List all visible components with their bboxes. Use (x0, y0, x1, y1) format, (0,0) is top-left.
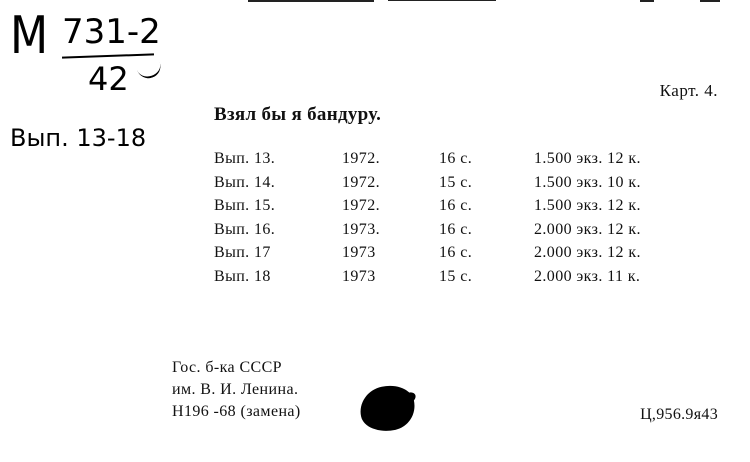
ink-blot (356, 381, 419, 436)
handwritten-fraction-line (62, 53, 154, 58)
border-speck (248, 0, 374, 2)
handwritten-issues-note: Вып. 13-18 (10, 124, 147, 152)
issue-pages: 16 с. (439, 150, 473, 167)
issue-copies-price: 1.500 экз. 10 к. (534, 173, 641, 191)
classification-code: Ц,956.9я43 (640, 406, 718, 423)
issue-year: 1973. (342, 220, 380, 238)
handwritten-call-denominator: 42 (88, 60, 129, 98)
issue-number: Вып. 18 (214, 267, 271, 285)
issue-number: Вып. 13. (214, 150, 276, 167)
issue-pages: 16 с. (439, 220, 473, 238)
issue-number: Вып. 17 (214, 244, 271, 261)
issue-pages: 16 с. (439, 244, 473, 261)
issue-pages: 15 с. (439, 173, 473, 191)
issue-year: 1972. (342, 197, 380, 214)
border-speck (388, 0, 496, 1)
border-speck (700, 0, 720, 2)
issue-year: 1972. (342, 173, 380, 191)
issue-pages: 15 с. (439, 267, 473, 285)
issue-year: 1973 (342, 244, 376, 261)
issue-pages: 16 с. (439, 197, 473, 214)
issue-copies-price: 1.500 экз. 12 к. (534, 197, 641, 214)
issue-copies-price: 2.000 экз. 12 к. (534, 244, 641, 261)
issue-copies-price: 2.000 экз. 12 к. (534, 220, 641, 238)
handwritten-hook-mark (136, 61, 163, 82)
imprint-line: Н196 -68 (замена) (172, 403, 301, 420)
issue-number: Вып. 14. (214, 173, 276, 191)
library-imprint (172, 357, 301, 423)
imprint-line: им. В. И. Ленина. (172, 381, 299, 398)
handwritten-call-numerator: 731-2 (62, 12, 161, 52)
border-speck (640, 0, 654, 2)
card-number: Карт. 4. (659, 81, 718, 100)
issue-number: Вып. 16. (214, 220, 276, 238)
card-title: Взял бы я бандуру. (214, 104, 382, 125)
issue-year: 1973 (342, 267, 376, 285)
handwritten-call-letter: M (10, 6, 49, 66)
imprint-line: Гос. б-ка СССР (172, 359, 282, 376)
issue-copies-price: 1.500 экз. 12 к. (534, 150, 641, 167)
issue-year: 1972. (342, 150, 380, 167)
issue-copies-price: 2.000 экз. 11 к. (534, 267, 641, 285)
issue-number: Вып. 15. (214, 197, 276, 214)
